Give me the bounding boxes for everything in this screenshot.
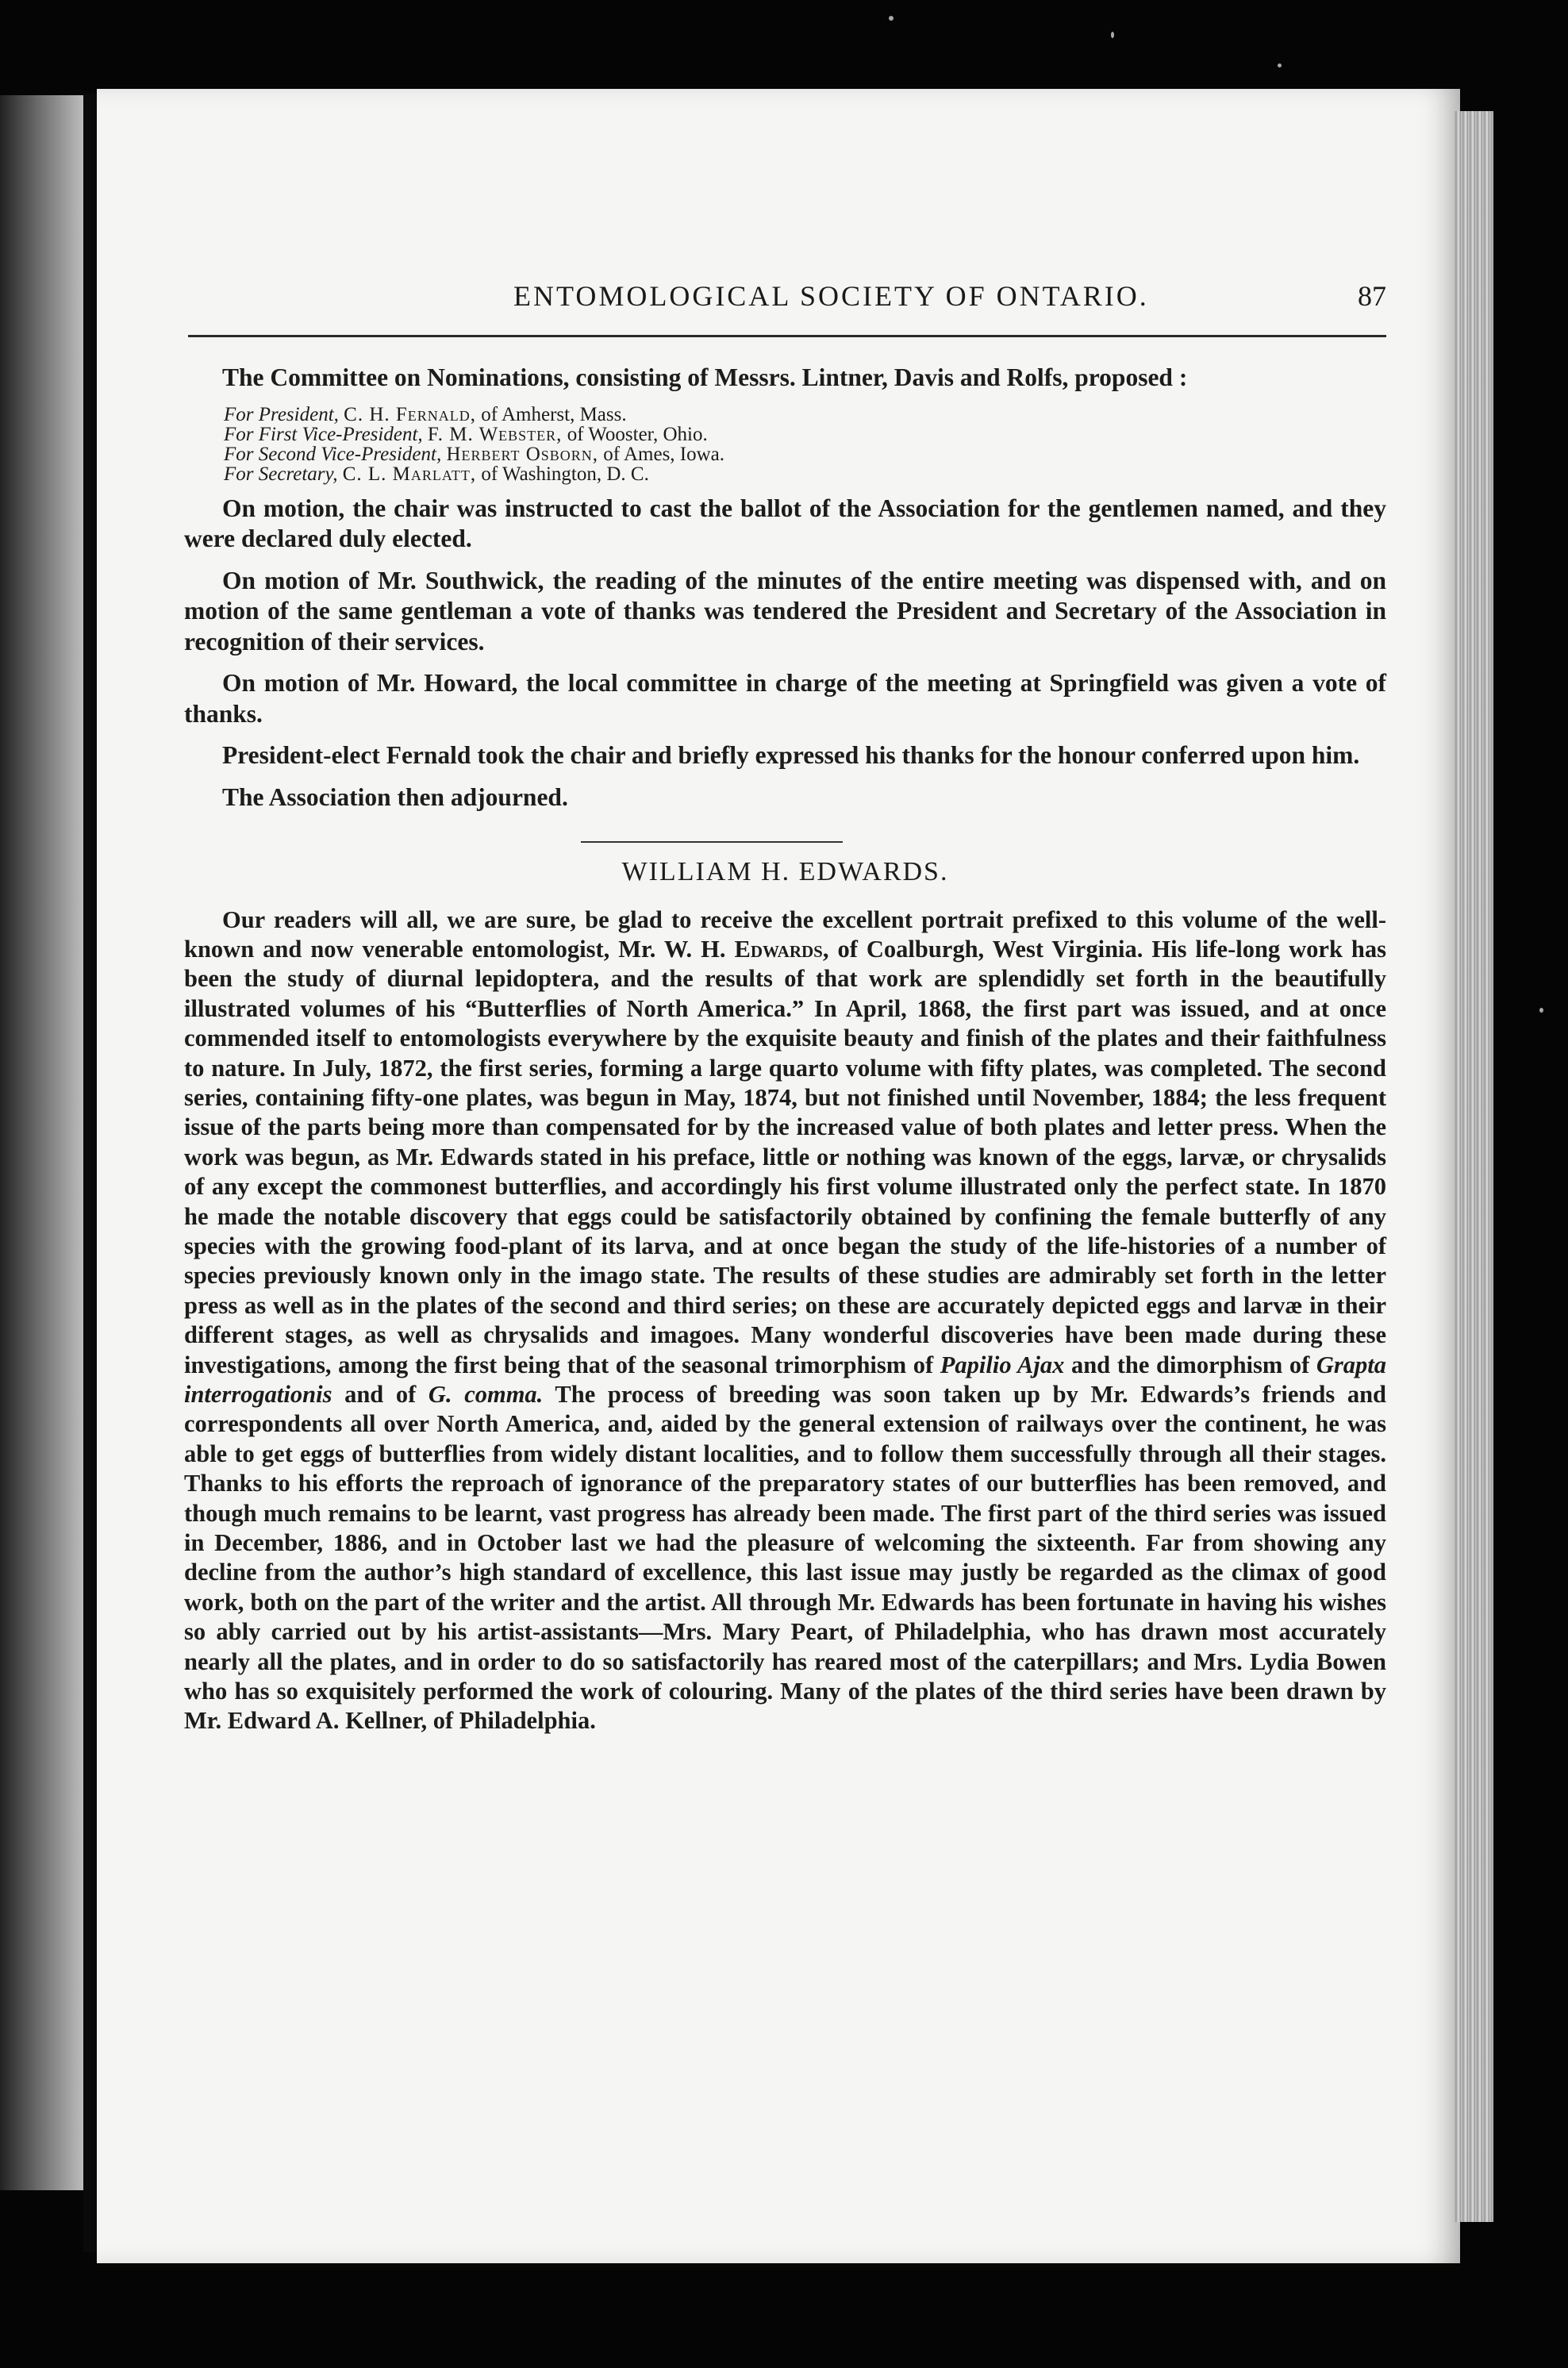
minutes-paragraph: On motion of Mr. Southwick, the reading of the minutes of the entire meeting was dispensed with, and on motion of the same gentleman a vote of thanks was tendered the President and Secretary of the Association in recognition of their services. <box>184 566 1386 655</box>
book-gutter <box>83 94 98 2252</box>
article-species-italic: G. comma. <box>428 1381 544 1408</box>
minutes-paragraph: President-elect Fernald took the chair and briefly expressed his thanks for the honour conferred upon him. <box>222 741 1360 769</box>
officer-role: For Second Vice-President, <box>224 443 442 465</box>
dust-speck <box>1278 63 1282 67</box>
minutes-paragraph: On motion of Mr. Howard, the local committee in charge of the meeting at Springfield was given a vote of thanks. <box>184 669 1386 728</box>
page-stack-edge <box>1454 111 1493 2222</box>
page-number: 87 <box>1358 280 1386 312</box>
officer-entry <box>224 425 1386 444</box>
dust-speck <box>1111 32 1114 38</box>
article-species-italic: Papilio Ajax <box>940 1351 1065 1378</box>
article-text: Our readers will all, we are sure, be glad to receive the excellent portrait prefixed to this volume of the well-known and now venerable entomologist, Mr. W. H. <box>184 905 1386 963</box>
article-name-smallcaps: Edwards <box>734 935 823 963</box>
officer-name: F. M. Webster, <box>427 423 563 445</box>
officer-entry <box>224 405 1386 425</box>
section-divider <box>581 841 843 843</box>
header-rule <box>188 335 1386 337</box>
officer-name: C. L. Marlatt, <box>342 463 477 485</box>
minutes-paragraph: On motion, the chair was instructed to cast the ballot of the Association for the gentlemen named, and they were declared duly elected. <box>184 494 1386 552</box>
article-paragraph <box>184 905 1386 1736</box>
article-text: The process of breeding was soon taken up by Mr. Edwards’s friends and correspondents all over North America, and, aided by the general extension of railways over the continent, he was able to get eggs of butterflies from widely distant localities, and to follow them successfully through all their stages. Thanks to his efforts the reproach of ignorance of the preparatory states of our butterflies has been removed, and though much remains to be learnt, vast progress has already been made. The first part of the third series was issued in December, 1886, and in October last we had the pleasure of welcoming the sixteenth. Far from showing any decline from the author’s high standard of excellence, this last issue may justly be regarded as the climax of good work, both on the part of the writer and the artist. All through Mr. Edwards has been fortunate in having his wishes so ably carried out by his artist-assistants—Mrs. Mary Peart, of Philadelphia, who has drawn most accurately nearly all the plates, and in order to do so satisfactorily has reared most of the caterpillars; and Mrs. Lydia Bowen who has so exquisitely performed the work of colouring. Many of the plates of the third series have been drawn by Mr. Edward A. Kellner, of Philadelphia. <box>184 1381 1386 1735</box>
book-page <box>97 89 1460 2263</box>
nominations-intro: The Committee on Nominations, consisting of Messrs. Lintner, Davis and Rolfs, proposed : <box>222 363 1188 391</box>
minutes-paragraph: The Association then adjourned. <box>222 782 568 811</box>
dust-speck <box>889 16 894 21</box>
officer-place: of Washington, D. C. <box>481 463 649 485</box>
article-text: and the dimorphism of <box>1064 1351 1316 1378</box>
running-title: ENTOMOLOGICAL SOCIETY OF ONTARIO. <box>513 280 1149 312</box>
article-species-italic: Grapta interrogationis <box>184 1351 1387 1408</box>
officer-role: For President, <box>224 403 339 425</box>
officer-name: Herbert Osborn, <box>446 443 599 465</box>
officer-list <box>184 405 1386 484</box>
officer-place: of Ames, Iowa. <box>603 443 725 465</box>
officer-entry <box>224 464 1386 484</box>
dust-speck <box>1539 1008 1543 1013</box>
officer-role: For Secretary, <box>224 463 338 485</box>
officer-role: For First Vice-President, <box>224 423 423 445</box>
officer-place: of Wooster, Ohio. <box>567 423 708 445</box>
article-title: WILLIAM H. EDWARDS. <box>621 857 949 886</box>
officer-entry <box>224 444 1386 464</box>
adjacent-page-edge <box>0 95 83 2190</box>
article-text: , of Coalburgh, West Virginia. His life-long work has been the study of diurnal lepidoptera, and the results of that work are splendidly set forth in the beautifully illustrated volumes of his “Butterflies of North America.” In April, 1868, the first part was issued, and at once commended itself to entomologists everywhere by the exquisite beauty and finish of the plates and their faithfulness to nature. In July, 1872, the first series, forming a large quarto volume with fifty plates, was completed. The second series, containing fifty-one plates, was begun in May, 1874, but not finished until November, 1884; the less frequent issue of the parts being more than compensated for by the increased value of both plates and letter press. When the work was begun, as Mr. Edwards stated in his preface, little or nothing was known of the eggs, larvæ, or chrysalids of any except the commonest butterflies, and accordingly his first volume illustrated only the perfect state. In 1870 he made the notable discovery that eggs could be satisfactorily obtained by confining the female butterfly of any species with the growing food-plant of its larva, and at once began the study of the life-histories of a number of species previously known only in the imago state. The results of these studies are admirably set forth in the letter press as well as in the plates of the second and third series; on these are accurately depicted eggs and larvæ in their different stages, as well as chrysalids and imagoes. Many wonderful discoveries have been made during these investigations, among the first being that of the seasonal trimorphism of <box>184 935 1387 1378</box>
officer-place: of Amherst, Mass. <box>481 403 627 425</box>
running-head <box>180 279 1386 327</box>
page-body <box>184 363 1386 1747</box>
article-text: and of <box>332 1381 429 1408</box>
officer-name: C. H. Fernald, <box>344 403 477 425</box>
